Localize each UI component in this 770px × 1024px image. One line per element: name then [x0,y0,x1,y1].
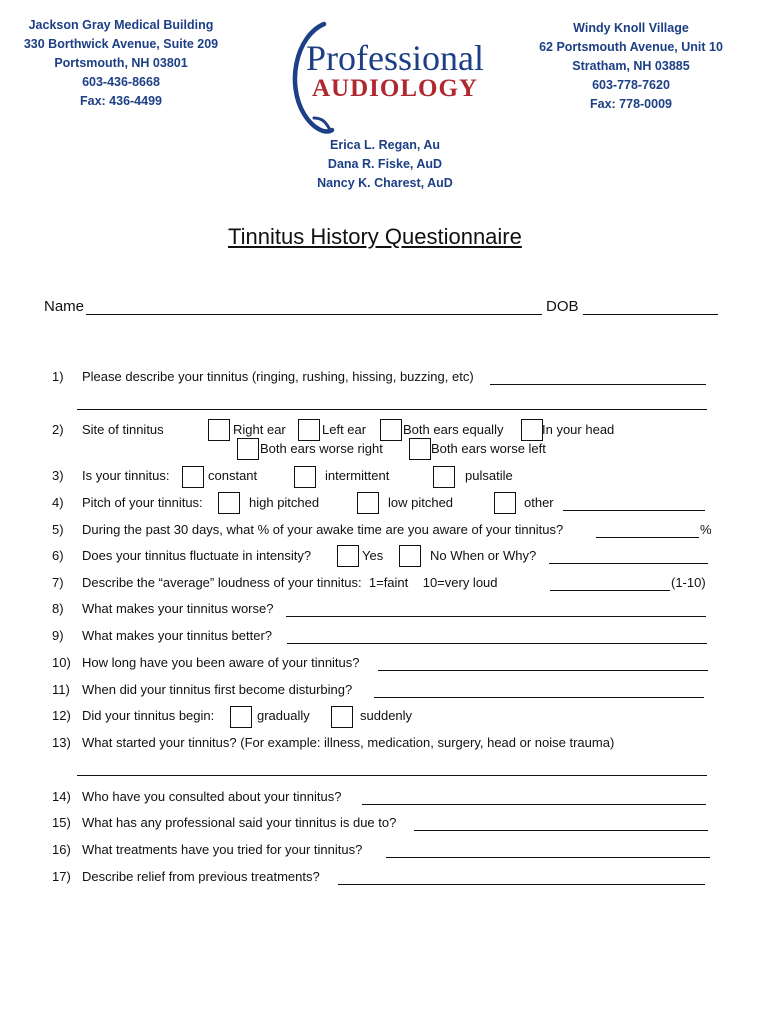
dob-field[interactable] [583,314,718,315]
question-number: 5) [52,522,64,537]
doctor-1: Erica L. Regan, Au [330,138,440,152]
left-ear-label: Left ear [322,422,367,437]
question-12 [52,708,214,724]
high-pitched-checkbox[interactable] [218,492,240,514]
gradually-checkbox[interactable] [230,706,252,728]
question-text: Does your tinnitus fluctuate in intensity? [82,548,312,563]
fluctuate-yes-checkbox[interactable] [337,545,359,567]
name-field[interactable] [86,314,542,315]
question-number: 15) [52,815,71,830]
doctor-2: Dana R. Fiske, AuD [327,157,443,171]
right-office-street: 62 Portsmouth Avenue, Unit 10 [539,40,723,54]
question-text: What started your tinnitus? (For example: illness, medication, surgery, head or noise trauma) [82,735,615,750]
percent-suffix: % [700,522,712,537]
question-text: What makes your tinnitus better? [82,628,273,643]
question-number: 8) [52,601,64,616]
question-number: 2) [52,422,64,437]
pulsatile-checkbox[interactable] [433,466,455,488]
doctor-3: Nancy K. Charest, AuD [317,176,453,190]
name-label: Name [44,298,85,315]
q17-answer-line[interactable] [338,884,705,885]
question-text: Did your tinnitus begin: [82,708,215,723]
question-17 [52,869,320,885]
left-office-city: Portsmouth, NH 03801 [54,56,188,70]
question-text: Pitch of your tinnitus: [82,495,203,510]
question-15 [52,815,396,831]
gradually-label: gradually [257,708,310,723]
question-text: Describe the “average” loudness of your tinnitus: 1=faint 10=very loud [82,575,498,590]
both-ears-worse-right-checkbox[interactable] [237,438,259,460]
question-number: 17) [52,869,71,884]
question-3 [52,468,169,484]
fluctuate-when-why-field[interactable] [549,563,708,564]
awareness-percent-field[interactable] [596,537,699,538]
question-6 [52,548,311,564]
both-ears-worse-left-checkbox[interactable] [409,438,431,460]
question-text: What makes your tinnitus worse? [82,601,274,616]
fluctuate-yes-label: Yes [362,548,384,563]
question-number: 12) [52,708,71,723]
right-office-city: Stratham, NH 03885 [572,59,690,73]
left-office-fax: Fax: 436-4499 [79,94,162,108]
loudness-rating-field[interactable] [550,590,670,591]
question-11 [52,682,352,698]
right-ear-label: Right ear [233,422,286,437]
high-pitched-label: high pitched [249,495,320,510]
question-text: What treatments have you tried for your tinnitus? [82,842,363,857]
question-10 [52,655,360,671]
question-8 [52,601,273,617]
question-text: How long have you been aware of your tinnitus? [82,655,360,670]
logo-line2: AUDIOLOGY [312,75,478,102]
intermittent-checkbox[interactable] [294,466,316,488]
left-office-name: Jackson Gray Medical Building [28,18,214,32]
question-number: 16) [52,842,71,857]
page-title: Tinnitus History Questionnaire [228,224,522,249]
loudness-range-suffix: (1-10) [671,575,706,590]
question-text: Please describe your tinnitus (ringing, rushing, hissing, buzzing, etc) [82,369,474,384]
question-5 [52,522,563,538]
question-number: 13) [52,735,71,750]
constant-checkbox[interactable] [182,466,204,488]
q1-answer-line-1[interactable] [490,384,706,385]
question-text: Describe relief from previous treatments? [82,869,320,884]
logo-line1: Professional [306,38,484,78]
suddenly-checkbox[interactable] [331,706,353,728]
question-number: 7) [52,575,64,590]
question-4 [52,495,203,511]
other-pitch-label: other [524,495,554,510]
both-ears-equally-label: Both ears equally [403,422,504,437]
question-number: 14) [52,789,71,804]
question-number: 3) [52,468,64,483]
low-pitched-checkbox[interactable] [357,492,379,514]
constant-label: constant [208,468,258,483]
pulsatile-label: pulsatile [465,468,513,483]
other-pitch-field[interactable] [563,510,705,511]
question-text: Is your tinnitus: [82,468,170,483]
intermittent-label: intermittent [325,468,390,483]
q10-answer-line[interactable] [378,670,708,671]
fluctuate-no-label: No When or Why? [430,548,537,563]
question-text: Site of tinnitus [82,422,164,437]
suddenly-label: suddenly [360,708,413,723]
question-text: During the past 30 days, what % of your awake time are you aware of your tinnitus? [82,522,564,537]
left-office-street: 330 Borthwick Avenue, Suite 209 [23,37,219,51]
question-number: 9) [52,628,64,643]
q9-answer-line[interactable] [287,643,707,644]
in-your-head-checkbox[interactable] [521,419,543,441]
question-1 [52,369,474,385]
question-number: 1) [52,369,64,384]
left-office-phone: 603-436-8668 [82,75,160,89]
question-14 [52,789,341,805]
q11-answer-line[interactable] [374,697,704,698]
right-office-address [520,19,742,114]
both-ears-equally-checkbox[interactable] [380,419,402,441]
q15-answer-line[interactable] [414,830,708,831]
both-ears-worse-right-label: Both ears worse right [260,441,383,456]
left-ear-checkbox[interactable] [298,419,320,441]
q1-answer-line-2[interactable] [77,409,707,410]
fluctuate-no-checkbox[interactable] [399,545,421,567]
question-7 [52,575,498,591]
left-office-address [8,16,234,111]
right-office-name: Windy Knoll Village [573,21,689,35]
question-number: 6) [52,548,64,563]
dob-label: DOB [546,298,579,315]
question-number: 4) [52,495,64,510]
question-number: 11) [52,682,70,697]
right-ear-checkbox[interactable] [208,419,230,441]
in-your-head-label: In your head [542,422,615,437]
question-2 [52,422,164,438]
question-text: What has any professional said your tinnitus is due to? [82,815,397,830]
question-number: 10) [52,655,71,670]
other-pitch-checkbox[interactable] [494,492,516,514]
question-9 [52,628,272,644]
question-13 [52,735,614,751]
right-office-phone: 603-778-7620 [592,78,670,92]
clinic-logo [284,14,484,134]
question-text: Who have you consulted about your tinnitus? [82,789,342,804]
q13-answer-line[interactable] [77,775,707,776]
question-text: When did your tinnitus first become disturbing? [82,682,353,697]
right-office-fax: Fax: 778-0009 [589,97,672,111]
doctor-list [285,136,485,193]
question-16 [52,842,362,858]
both-ears-worse-left-label: Both ears worse left [431,441,546,456]
q8-answer-line[interactable] [286,616,706,617]
low-pitched-label: low pitched [388,495,454,510]
q16-answer-line[interactable] [386,857,710,858]
q14-answer-line[interactable] [362,804,706,805]
